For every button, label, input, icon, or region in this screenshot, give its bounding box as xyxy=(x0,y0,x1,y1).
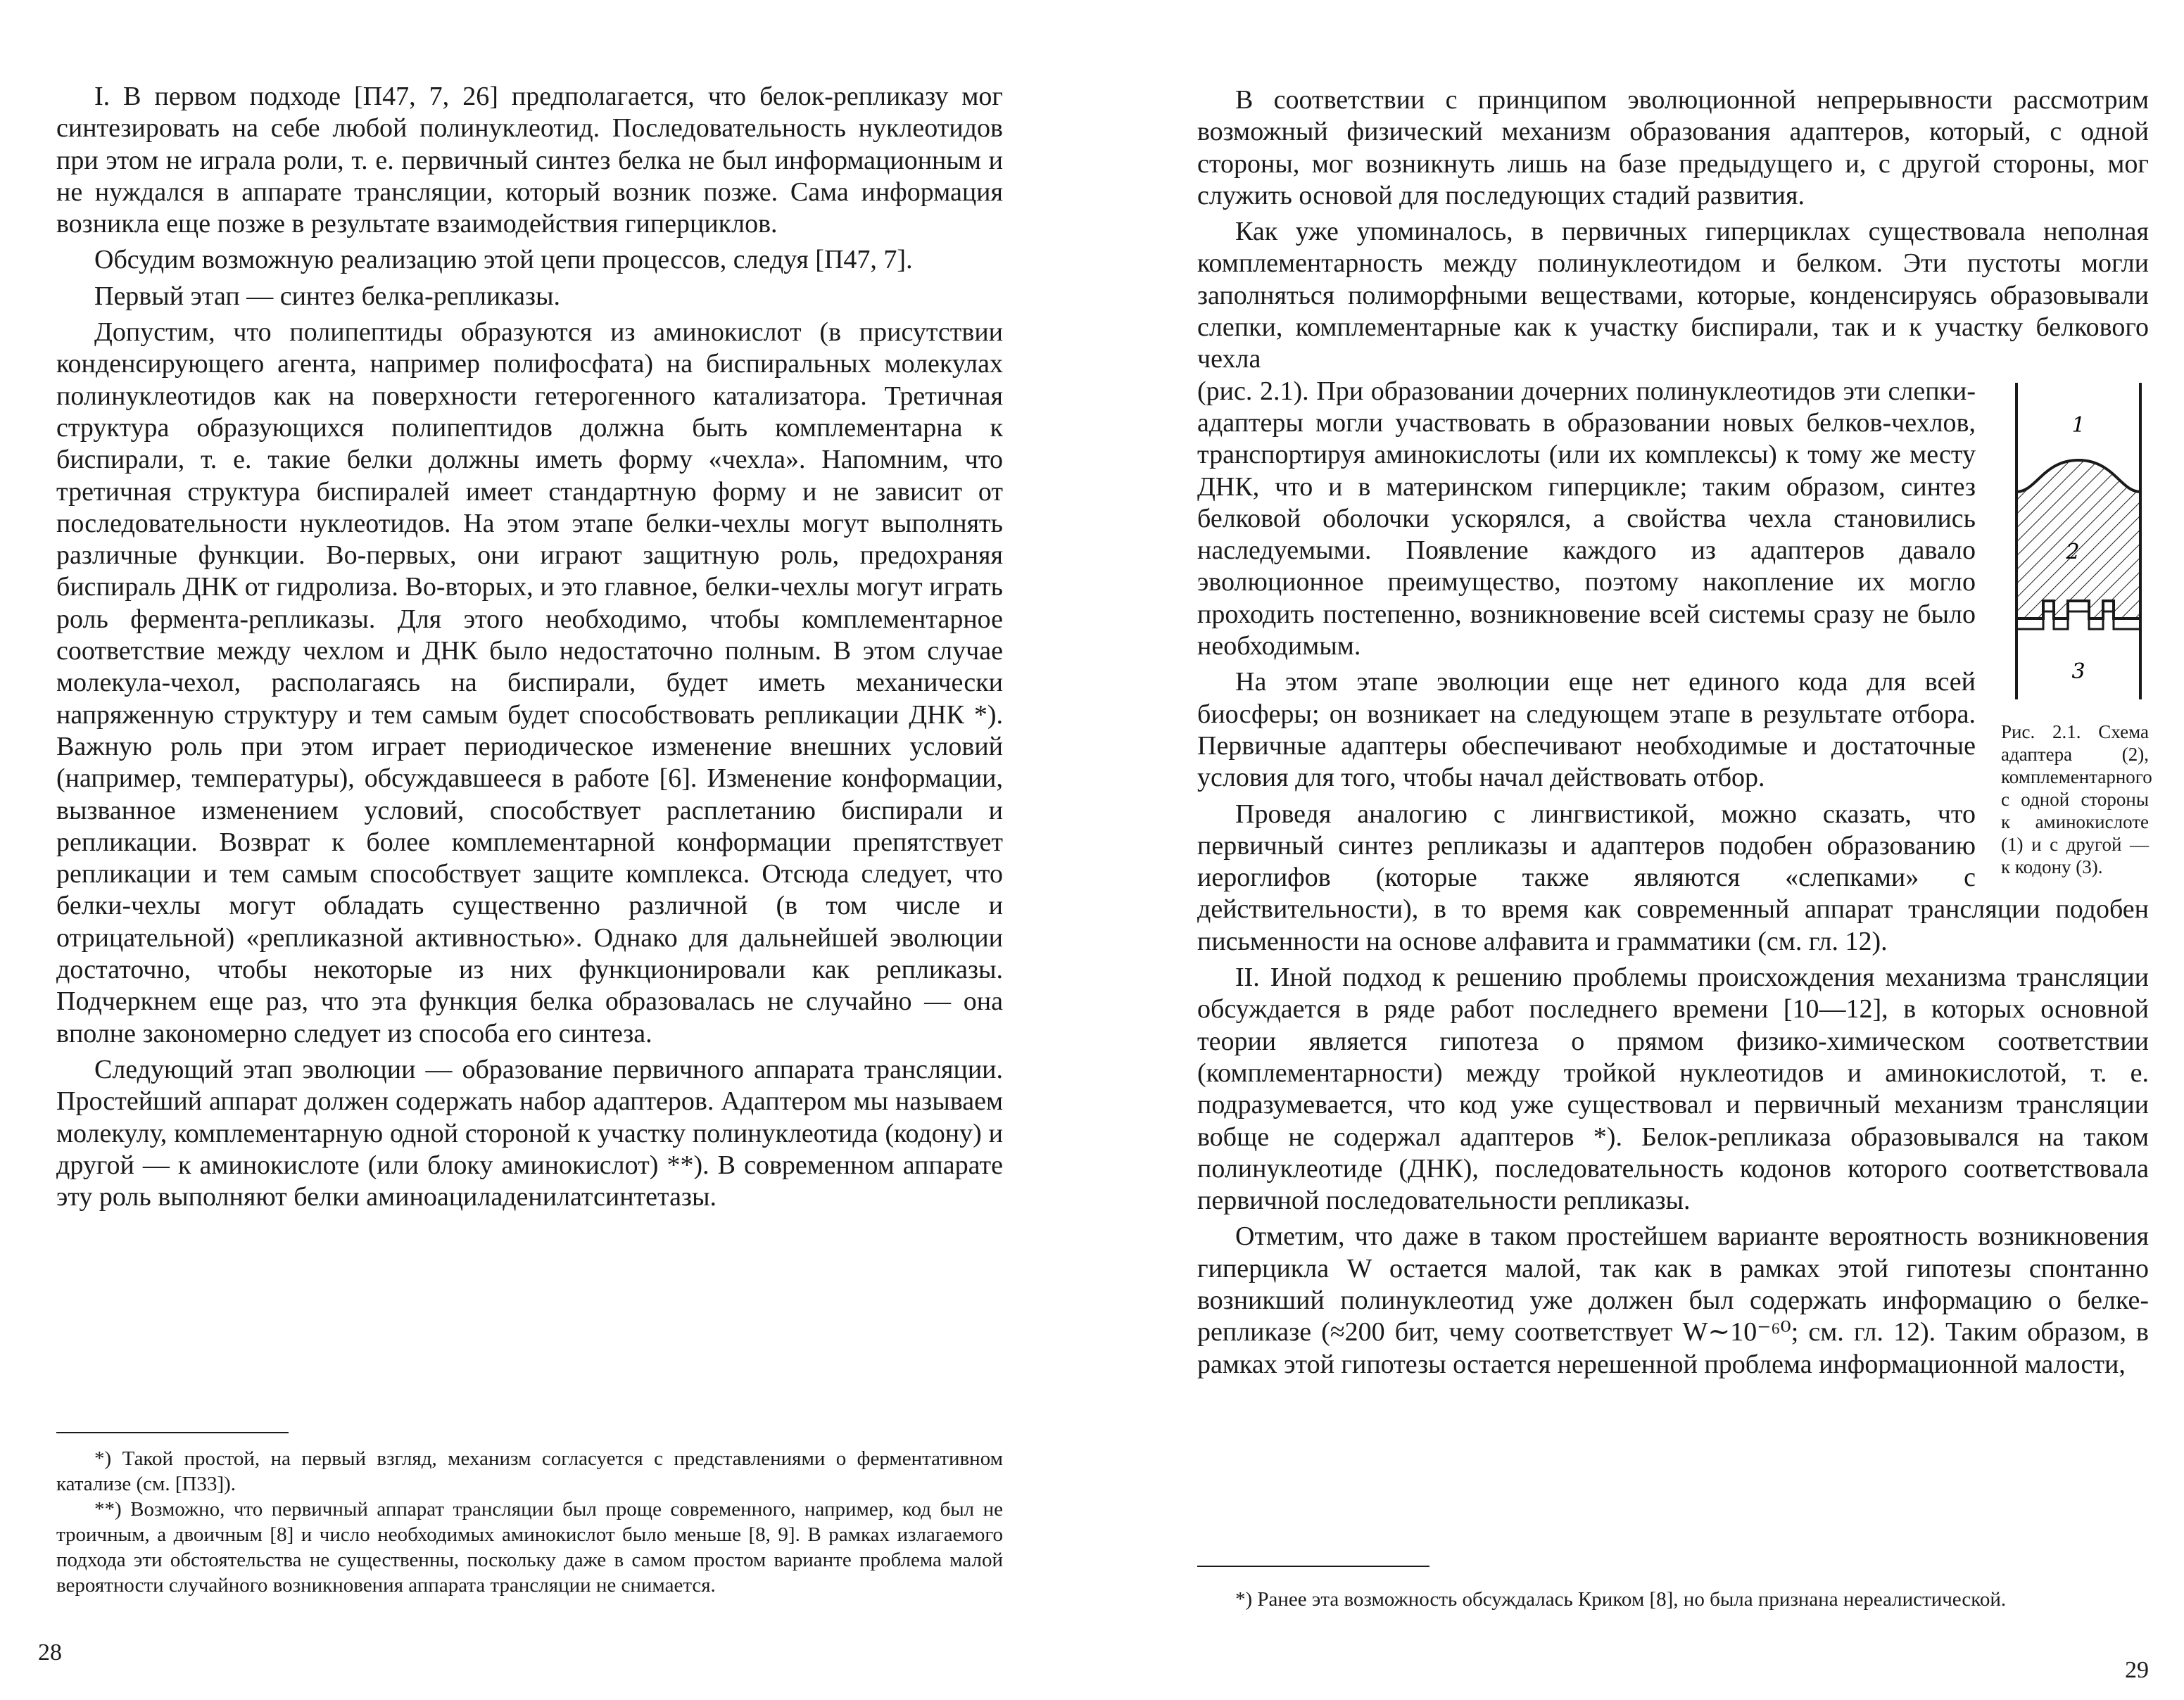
paragraph: (рис. 2.1). При образовании дочерних полинуклеотидов эти слепки-адаптеры могли участвовать в образовании новых белков-чехлов, транспортируя аминокислоты (или их комплексы) к тому же месту ДНК, что и в материнском гиперцикле; таким образом, синтез белковой оболочки ускорялся, а свойства чехла становились наследуемыми. Появление каждого из адаптеров давало эволюционное преимущество, поэтому накопление их могло проходить постепенно, возникновение всей системы сразу не было необходимым. xyxy=(1197,376,1976,661)
right-footnotes xyxy=(1197,1587,2149,1612)
label-1: 1 xyxy=(2071,412,2085,438)
page-number: 29 xyxy=(2125,1657,2149,1683)
footnote: *) Ранее эта возможность обсуждалась Криком [8], но была признана нереалистической. xyxy=(1235,1588,2007,1611)
footnote-divider xyxy=(56,1432,289,1433)
page-number: 28 xyxy=(38,1639,62,1666)
left-footnotes xyxy=(56,1446,1003,1598)
paragraph: Следующий этап эволюции — образование первичного аппарата трансляции. Простейший аппарат должен содержать набор адаптеров. Адаптером мы называем молекулу, комплементарную одной стороной к участку полинуклеотида (кодону) и другой — к аминокислоте (или блоку аминокислот) **). В современном аппарате эту роль выполняют белки аминоациладенилатсинтетазы. xyxy=(56,1054,1003,1212)
paragraph: Отметим, что даже в таком простейшем варианте вероятность возникновения гиперцикла W остается малой, так как в рамках этой гипотезы спонтанно возникший полинуклеотид уже должен был содержать информацию о белке-репликазе (≈200 бит, чему соответствует W∼10⁻⁶⁰; см. гл. 12). Таким образом, в рамках этой гипотезы остается нерешенной проблема информационной малости, xyxy=(1197,1222,2149,1379)
figure-2-1 xyxy=(2001,376,2152,882)
footnote: **) Возможно, что первичный аппарат трансляции был проще современного, например, код был не троичным, а двоичным [8] и число необходимых аминокислот было меньше [8, 9]. В рамках излагаемого подхода эти обстоятельства не существенны, поскольку даже в самом простом варианте проблема малой вероятности случайного возникновения аппарата трансляции не снимается. xyxy=(56,1498,1003,1597)
right-page xyxy=(1092,0,2184,1700)
paragraph: Первый этап — синтез белка-репликазы. xyxy=(94,281,561,311)
paragraph: I. В первом подходе [П47, 7, 26] предполагается, что белок-репликазу мог синтезировать на себе любой полинуклеотид. Последовательность нуклеотидов при этом не играла роли, т. е. первичный синтез белка не был информационным и не нуждался в аппарате трансляции, который возник позже. Сама информация возникла еще позже в результате взаимодействия гиперциклов. xyxy=(56,82,1003,239)
paragraph: Допустим, что полипептиды образуются из аминокислот (в присутствии конденсирующего агента, например полифосфата) на биспиральных молекулах полинуклеотидов как на поверхности гетерогенного катализатора. Третичная структура образующихся полипептидов должна быть комплементарна к биспирали, т. е. такие белки должны иметь форму «чехла». Напомним, что третичная структура биспиралей имеет стандартную форму и не зависит от последовательности нуклеотидов. На этом этапе белки-чехлы могут выполнять различные функции. Во-первых, они играют защитную роль, предохраняя биспираль ДНК от гидролиза. Во-вторых, и это главное, белки-чехлы могут играть роль фермента-репликазы. Для этого необходимо, чтобы комплементарное соответствие между чехлом и ДНК было недостаточно полным. В этом случае молекула-чехол, располагаясь на биспирали, будет иметь механически напряженную структуру и тем самым будет способствовать репликации ДНК *). Важную роль при этом играет периодическое изменение внешних условий (например, температуры), обсуждавшееся в работе [6]. Изменение конформации, вызванное изменением условий, способствует расплетанию биспирали и репликации. Возврат к более комплементарной конформации препятствует репликации и тем самым способствует защите комплекса. Отсюда следует, что белки-чехлы могут обладать существенно различной (в том числе и отрицательной) «репликазной активностью». Однако для дальнейшей эволюции достаточно, чтобы некоторые из них функционировали как репликазы. Подчеркнем еще раз, что эта функция белка образовалась не случайно — она вполне закономерно следует из способа его синтеза. xyxy=(56,317,1003,1048)
footnote-divider xyxy=(1197,1566,1429,1567)
paragraph: В соответствии с принципом эволюционной непрерывности рассмотрим возможный физический механизм образования адаптеров, который, с одной стороны, мог возникнуть лишь на базе предыдущего и, с другой стороны, мог служить основой для последующих стадий развития. xyxy=(1197,85,2149,210)
adapter-diagram xyxy=(2008,383,2149,706)
paragraph: На этом этапе эволюции еще нет единого кода для всей биосферы; он возникает на следующем этапе в результате отбора. Первичные адаптеры обеспечивают необходимые и достаточные условия для того, чтобы начал действовать отбор. xyxy=(1197,667,1976,793)
label-2: 2 xyxy=(2066,539,2080,564)
right-page-text xyxy=(1197,84,2152,1385)
paragraph: Проведя аналогию с лингвистикой, можно сказать, что первичный синтез репликазы и адаптеров подобен образованию иероглифов (которые также являются «слепками» с действительности), в то время как современный аппарат трансляции подобен письменности на основе алфавита и грамматики (см. гл. 12). xyxy=(1197,799,2149,956)
label-3: 3 xyxy=(2071,659,2085,684)
paragraph: Как уже упоминалось, в первичных гиперциклах существовала неполная комплементарность между полинуклеотидом и белком. Эти пустоты могли заполняться полиморфными веществами, которые, конденсируясь образовывали слепки, комплементарные как к участку биспирали, так и к участку белкового чехла xyxy=(1197,217,2149,374)
left-page-text xyxy=(56,81,1003,1217)
footnote: *) Такой простой, на первый взгляд, механизм согласуется с представлениями о ферментативном катализе (см. [П33]). xyxy=(56,1447,1003,1495)
paragraph: Обсудим возможную реализацию этой цепи процессов, следуя [П47, 7]. xyxy=(94,245,913,275)
figure-caption: Рис. 2.1. Схема адаптера (2), комплементарного с одной стороны к аминокислоте (1) и с другой — к кодону (3). xyxy=(2001,721,2152,877)
paragraph: II. Иной подход к решению проблемы происхождения механизма трансляции обсуждается в ряде работ последнего времени [10—12], в которых основной теории является гипотеза о прямом физико-химическом соответствии (комплементарности) между тройкой нуклеотидов и аминокислотой, т. е. подразумевается, что код уже существовал и первичный механизм трансляции вобще не содержал адаптеров *). Белок-репликаза образовывался на таком полинуклеотиде (ДНК), последовательность кодонов которого соответствовала первичной последовательности репликазы. xyxy=(1197,963,2149,1216)
